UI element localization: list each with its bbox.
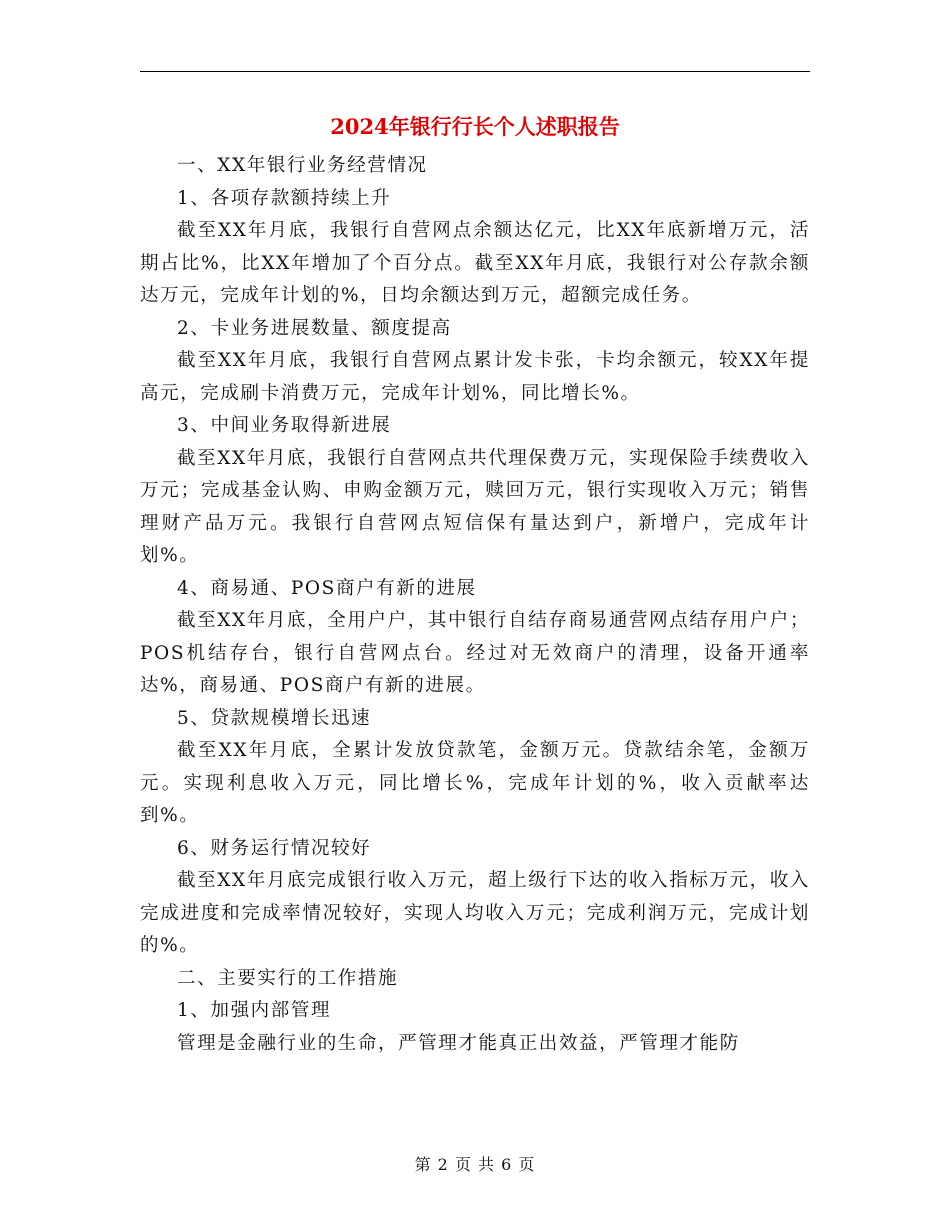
paragraph-merchants: 截至XX年月底，全用户户，其中银行自结存商易通营网点结存用户户；POS机结存台，银行自营网点台。经过对无效商户的清理，设备开通率达%，商易通、POS商户有新的进展。 [140, 610, 810, 696]
paragraph-management: 管理是金融行业的生命，严管理才能真正出效益，严管理才能防 [177, 1032, 740, 1054]
paragraph-loans: 截至XX年月底，全累计发放贷款笔，金额万元。贷款结余笔，金额万元。实现利息收入万元，同比增长%，完成年计划的%，收入贡献率达到%。 [140, 740, 810, 826]
paragraph-finance: 截至XX年月底完成银行收入万元，超上级行下达的收入指标万元，收入完成进度和完成率情况较好，实现人均收入万元；完成利润万元，完成计划的%。 [140, 870, 810, 956]
subheading-loans: 5、贷款规模增长迅速 [177, 707, 372, 729]
section-heading-2: 二、主要实行的工作措施 [177, 967, 399, 989]
header-rule [140, 71, 810, 72]
document-title: 2024年银行行长个人述职报告 [330, 114, 620, 139]
subheading-management: 1、加强内部管理 [177, 1000, 332, 1021]
document-body [140, 150, 810, 1060]
subheading-merchants: 4、商易通、POS商户有新的进展 [177, 577, 477, 599]
subheading-cards: 2、卡业务进展数量、额度提高 [177, 317, 452, 339]
page-footer: 第 2 页 共 6 页 [414, 1155, 536, 1174]
subheading-deposits: 1、各项存款额持续上升 [177, 187, 392, 209]
paragraph-cards: 截至XX年月底，我银行自营网点累计发卡张，卡均余额元，较XX年提高元，完成刷卡消费万元，完成年计划%，同比增长%。 [140, 350, 810, 404]
paragraph-deposits: 截至XX年月底，我银行自营网点余额达亿元，比XX年底新增万元，活期占比%，比XX年增加了个百分点。截至XX年月底，我银行对公存款余额达万元，完成年计划的%，日均余额达到万元，超额完成任务。 [140, 220, 810, 306]
paragraph-intermediary: 截至XX年月底，我银行自营网点共代理保费万元，实现保险手续费收入万元；完成基金认购、申购金额万元，赎回万元，银行实现收入万元；销售理财产品万元。我银行自营网点短信保有量达到户，新增户，完成年计划%。 [140, 447, 810, 566]
subheading-intermediary: 3、中间业务取得新进展 [177, 415, 392, 436]
section-heading-1: 一、XX年银行业务经营情况 [177, 155, 428, 176]
subheading-finance: 6、财务运行情况较好 [177, 837, 372, 859]
